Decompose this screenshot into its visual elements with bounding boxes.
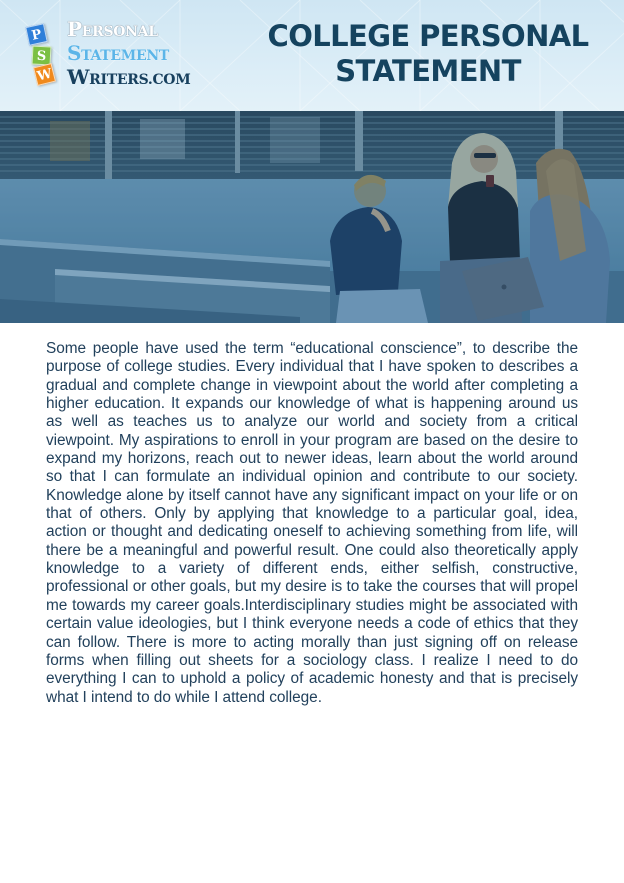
page-title-line-2: STATEMENT <box>335 54 521 88</box>
page-title <box>238 19 618 89</box>
students-on-steps-image <box>0 111 624 323</box>
logo-block-s: S <box>32 46 52 66</box>
logo-line-statement: STATEMENT <box>67 41 169 65</box>
logo-block-w: W <box>33 63 56 86</box>
logo-wordmark <box>67 19 190 91</box>
psw-logo[interactable] <box>22 17 212 89</box>
logo-block-p: P <box>25 23 48 46</box>
page-title-line-1: COLLEGE PERSONAL <box>267 19 589 53</box>
hero-photo <box>0 111 624 323</box>
logo-line-writers: WRITERS.COM <box>67 65 191 89</box>
essay-paragraph: Some people have used the term “educational conscience”, to describe the purpose of college studies. Every individual that I have spoken to describes a gradual and complete change in viewpoint about the world after completing a higher education. It expands our knowledge of what is happening around us as well as teaches us to analyze our world and society from a critical viewpoint. My aspirations to enroll in your program are based on the desire to expand my horizons, reach out to newer ideas, learn about the world around so that I can formulate an individual opinion and contribute to our society. Knowledge alone by itself cannot have any significant impact on your life or on that of others. Only by applying that knowledge to a particular goal, idea, action or thought and dedicating oneself to achieving something from life, will there be a meaningful and powerful result. One could also theoretically apply knowledge to a variety of different ends, either selfish, constructive, professional or other goals, but my desire is to take the courses that will propel me towards my career goals.Interdisciplinary studies might be associated with certain value ideologies, but I think everyone needs a code of ethics that they can follow. There is more to acting morally than just signing off on release forms when filling out sheets for a sociology class. I realize I need to do everything I can to uphold a policy of academic honesty and that is precisely what I intend to do while I attend college. <box>46 340 578 706</box>
logo-line-personal: PERSONAL <box>67 17 158 41</box>
psw-blocks-icon <box>22 17 64 87</box>
page-header <box>0 0 624 111</box>
